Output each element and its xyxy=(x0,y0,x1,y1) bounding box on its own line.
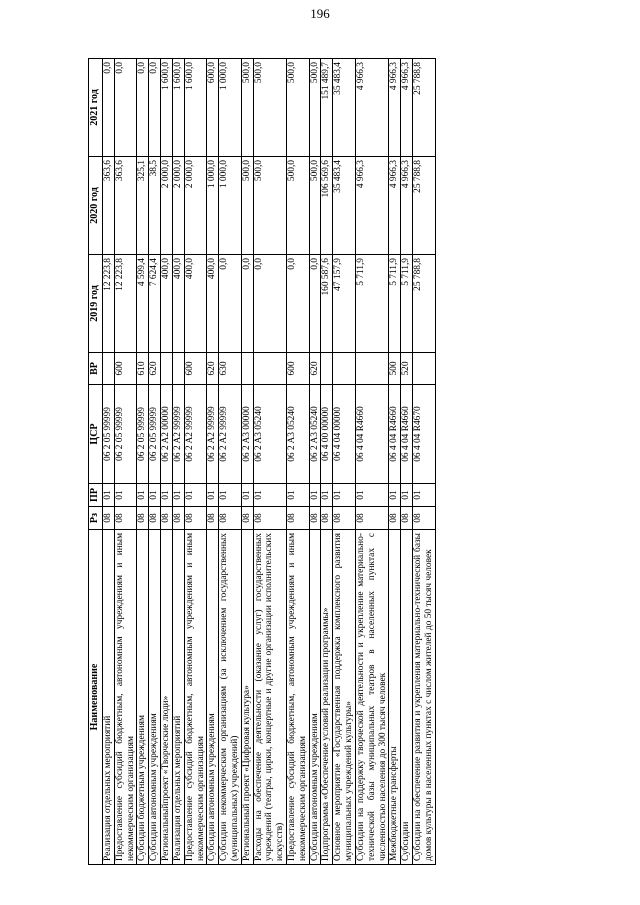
cell-2019: 47 157,9 xyxy=(333,255,356,353)
table-row xyxy=(149,59,161,865)
cell-pr: 01 xyxy=(219,484,242,507)
cell-csr: 06 2 A2 99999 xyxy=(172,385,184,484)
cell-csr: 06 4 04 R4660 xyxy=(401,385,413,484)
cell-rz: 08 xyxy=(114,507,137,530)
cell-vr xyxy=(172,353,184,385)
cell-2021: 600,0 xyxy=(207,59,219,157)
table-row xyxy=(333,59,356,865)
cell-vr: 600 xyxy=(287,353,310,385)
table-row xyxy=(184,59,207,865)
cell-2021: 0,0 xyxy=(114,59,137,157)
table-row xyxy=(114,59,137,865)
cell-2020: 4 966,3 xyxy=(355,157,388,255)
header-2019: 2019 год xyxy=(89,255,103,353)
cell-2019: 400,0 xyxy=(207,255,219,353)
cell-pr: 01 xyxy=(184,484,207,507)
cell-rz: 08 xyxy=(355,507,388,530)
cell-name: Субсидии xyxy=(401,530,413,865)
cell-2021: 1 600,0 xyxy=(161,59,173,157)
cell-rz: 08 xyxy=(412,507,435,530)
cell-name: Подпрограмма «Обеспечение условий реализации программы» xyxy=(321,530,333,865)
cell-2021: 0,0 xyxy=(137,59,149,157)
cell-2021: 500,0 xyxy=(287,59,310,157)
cell-name: Межбюджетные трансферты xyxy=(389,530,401,865)
cell-pr: 01 xyxy=(137,484,149,507)
cell-2020: 1 000,0 xyxy=(207,157,219,255)
header-csr: ЦСР xyxy=(89,385,103,484)
cell-pr: 01 xyxy=(241,484,253,507)
cell-vr: 620 xyxy=(149,353,161,385)
cell-2020: 363,6 xyxy=(103,157,115,255)
cell-rz: 08 xyxy=(172,507,184,530)
cell-name: Субсидии некоммерческим организациям (за исключением государственных (муниципальных) учреждений) xyxy=(219,530,242,865)
rotated-table-container xyxy=(88,60,538,865)
table-row xyxy=(355,59,388,865)
cell-2021: 1 000,0 xyxy=(219,59,242,157)
table-body xyxy=(103,59,436,865)
table-row xyxy=(253,59,286,865)
cell-name: Основное мероприятие «Государственная поддержка комплексного развития муниципальных учреждений культуры» xyxy=(333,530,356,865)
cell-2019: 400,0 xyxy=(172,255,184,353)
cell-2020: 106 569,6 xyxy=(321,157,333,255)
cell-vr xyxy=(103,353,115,385)
table-row xyxy=(172,59,184,865)
cell-pr: 01 xyxy=(355,484,388,507)
cell-name: Предоставление субсидий бюджетным, автономным учреждениям и иным некоммерческим организациям xyxy=(287,530,310,865)
cell-2019: 0,0 xyxy=(309,255,321,353)
table-row xyxy=(321,59,333,865)
cell-2019: 12 223,8 xyxy=(114,255,137,353)
cell-rz: 08 xyxy=(149,507,161,530)
cell-pr: 01 xyxy=(412,484,435,507)
cell-csr: 06 2 A3 05240 xyxy=(309,385,321,484)
cell-csr: 06 2 A2 99999 xyxy=(219,385,242,484)
header-name: Наименование xyxy=(89,530,103,865)
cell-rz: 08 xyxy=(137,507,149,530)
cell-csr: 06 4 04 R4660 xyxy=(355,385,388,484)
cell-2019: 0,0 xyxy=(241,255,253,353)
cell-pr: 01 xyxy=(103,484,115,507)
cell-2019: 5 711,9 xyxy=(389,255,401,353)
cell-2021: 1 600,0 xyxy=(184,59,207,157)
cell-vr: 620 xyxy=(207,353,219,385)
cell-2021: 35 483,4 xyxy=(333,59,356,157)
cell-name: Субсидии на поддержку творческой деятельности и укрепление материально-технической базы муниципальных театров в населенных пунктах с численностью населения до 300 тысяч человек xyxy=(355,530,388,865)
cell-2021: 151 489,7 xyxy=(321,59,333,157)
cell-2020: 2 000,0 xyxy=(172,157,184,255)
cell-pr: 01 xyxy=(172,484,184,507)
cell-rz: 08 xyxy=(253,507,286,530)
cell-name: Расходы на обеспечение деятельности (оказание услуг) государственных учреждений (театры, цирки, концертные и другие организации исполнительских искусств) xyxy=(253,530,286,865)
cell-2021: 0,0 xyxy=(149,59,161,157)
cell-2021: 0,0 xyxy=(103,59,115,157)
cell-name: Предоставление субсидий бюджетным, автономным учреждениям и иным некоммерческим организациям xyxy=(114,530,137,865)
header-2021: 2021 год xyxy=(89,59,103,157)
cell-2019: 160 587,6 xyxy=(321,255,333,353)
cell-csr: 06 2 A3 05240 xyxy=(287,385,310,484)
cell-csr: 06 4 04 R4660 xyxy=(389,385,401,484)
cell-2019: 400,0 xyxy=(161,255,173,353)
cell-csr: 06 2 05 99999 xyxy=(114,385,137,484)
cell-2019: 25 788,8 xyxy=(412,255,435,353)
cell-csr: 06 2 A3 05240 xyxy=(253,385,286,484)
cell-vr xyxy=(161,353,173,385)
cell-2019: 0,0 xyxy=(287,255,310,353)
cell-rz: 08 xyxy=(219,507,242,530)
cell-2021: 1 600,0 xyxy=(172,59,184,157)
header-pr: ПР xyxy=(89,484,103,507)
cell-vr xyxy=(333,353,356,385)
cell-2020: 38,5 xyxy=(149,157,161,255)
table-row xyxy=(389,59,401,865)
cell-2019: 0,0 xyxy=(253,255,286,353)
cell-2021: 4 966,3 xyxy=(401,59,413,157)
cell-2019: 5 711,9 xyxy=(355,255,388,353)
cell-pr: 01 xyxy=(207,484,219,507)
cell-2021: 500,0 xyxy=(241,59,253,157)
cell-pr: 01 xyxy=(161,484,173,507)
cell-csr: 06 2 05 99999 xyxy=(149,385,161,484)
table-row xyxy=(207,59,219,865)
cell-2020: 500,0 xyxy=(253,157,286,255)
cell-csr: 06 4 04 00000 xyxy=(333,385,356,484)
cell-2020: 500,0 xyxy=(241,157,253,255)
cell-name: Субсидии бюджетным учреждениям xyxy=(137,530,149,865)
table-header-row xyxy=(89,59,103,865)
cell-2020: 363,6 xyxy=(114,157,137,255)
cell-csr: 06 2 A2 00000 xyxy=(161,385,173,484)
cell-vr: 600 xyxy=(184,353,207,385)
cell-rz: 08 xyxy=(161,507,173,530)
cell-vr: 500 xyxy=(389,353,401,385)
cell-2019: 12 223,8 xyxy=(103,255,115,353)
cell-2020: 4 966,3 xyxy=(389,157,401,255)
table-row xyxy=(401,59,413,865)
cell-name: Предоставление субсидий бюджетным, автономным учреждениям и иным некоммерческим организациям xyxy=(184,530,207,865)
cell-rz: 08 xyxy=(184,507,207,530)
cell-rz: 08 xyxy=(287,507,310,530)
cell-pr: 01 xyxy=(287,484,310,507)
cell-pr: 01 xyxy=(321,484,333,507)
table-row xyxy=(287,59,310,865)
cell-csr: 06 2 05 99999 xyxy=(103,385,115,484)
cell-vr xyxy=(253,353,286,385)
cell-2020: 1 000,0 xyxy=(219,157,242,255)
cell-name: Реализация отдельных мероприятий xyxy=(172,530,184,865)
cell-2020: 2 000,0 xyxy=(184,157,207,255)
cell-vr xyxy=(321,353,333,385)
cell-name: Региональныйпроект «Творческие люди» xyxy=(161,530,173,865)
cell-2021: 25 788,8 xyxy=(412,59,435,157)
cell-csr: 06 2 A3 00000 xyxy=(241,385,253,484)
cell-2020: 500,0 xyxy=(287,157,310,255)
cell-2021: 500,0 xyxy=(309,59,321,157)
cell-2019: 400,0 xyxy=(184,255,207,353)
table-row xyxy=(161,59,173,865)
cell-rz: 08 xyxy=(309,507,321,530)
cell-csr: 06 4 04 R4670 xyxy=(412,385,435,484)
cell-2020: 25 788,8 xyxy=(412,157,435,255)
cell-name: Субсидии автономным учреждениям xyxy=(309,530,321,865)
cell-csr: 06 4 00 00000 xyxy=(321,385,333,484)
cell-rz: 08 xyxy=(333,507,356,530)
table-row xyxy=(103,59,115,865)
cell-vr: 620 xyxy=(309,353,321,385)
cell-rz: 08 xyxy=(401,507,413,530)
table-row xyxy=(241,59,253,865)
table-row xyxy=(219,59,242,865)
cell-rz: 08 xyxy=(103,507,115,530)
cell-pr: 01 xyxy=(401,484,413,507)
cell-rz: 08 xyxy=(241,507,253,530)
cell-pr: 01 xyxy=(309,484,321,507)
cell-2019: 4 599,4 xyxy=(137,255,149,353)
cell-vr xyxy=(355,353,388,385)
cell-csr: 06 2 05 99999 xyxy=(137,385,149,484)
cell-rz: 08 xyxy=(389,507,401,530)
cell-rz: 08 xyxy=(321,507,333,530)
cell-csr: 06 2 A2 99999 xyxy=(207,385,219,484)
cell-vr: 600 xyxy=(114,353,137,385)
cell-pr: 01 xyxy=(333,484,356,507)
cell-vr xyxy=(241,353,253,385)
page-number: 196 xyxy=(310,6,330,21)
cell-pr: 01 xyxy=(389,484,401,507)
cell-name: Субсидии автономным учреждениям xyxy=(207,530,219,865)
header-vr: ВР xyxy=(89,353,103,385)
cell-2019: 5 711,9 xyxy=(401,255,413,353)
cell-name: Субсидии на обеспечение развития и укрепления материально-технической базы домов культуры в населенных пунктах с числом жителей до 50 тысяч человек xyxy=(412,530,435,865)
cell-2020: 325,1 xyxy=(137,157,149,255)
cell-csr: 06 2 A2 99999 xyxy=(184,385,207,484)
table-row xyxy=(137,59,149,865)
cell-pr: 01 xyxy=(114,484,137,507)
cell-2020: 4 966,3 xyxy=(401,157,413,255)
budget-table xyxy=(88,58,436,865)
cell-name: Реализация отдельных мероприятий xyxy=(103,530,115,865)
cell-name: Субсидии автономным учреждениям xyxy=(149,530,161,865)
cell-2020: 35 483,4 xyxy=(333,157,356,255)
cell-rz: 08 xyxy=(207,507,219,530)
cell-2020: 500,0 xyxy=(309,157,321,255)
table-row xyxy=(412,59,435,865)
cell-2021: 4 966,3 xyxy=(389,59,401,157)
cell-2019: 0,0 xyxy=(219,255,242,353)
header-2020: 2020 год xyxy=(89,157,103,255)
table-row xyxy=(309,59,321,865)
cell-pr: 01 xyxy=(253,484,286,507)
cell-2021: 4 966,3 xyxy=(355,59,388,157)
cell-2020: 2 000,0 xyxy=(161,157,173,255)
cell-pr: 01 xyxy=(149,484,161,507)
cell-name: Региональный проект «Цифровая культура» xyxy=(241,530,253,865)
cell-vr: 610 xyxy=(137,353,149,385)
header-rz: Рз xyxy=(89,507,103,530)
cell-2021: 500,0 xyxy=(253,59,286,157)
cell-vr: 520 xyxy=(401,353,413,385)
cell-vr xyxy=(412,353,435,385)
cell-2019: 7 624,4 xyxy=(149,255,161,353)
cell-vr: 630 xyxy=(219,353,242,385)
